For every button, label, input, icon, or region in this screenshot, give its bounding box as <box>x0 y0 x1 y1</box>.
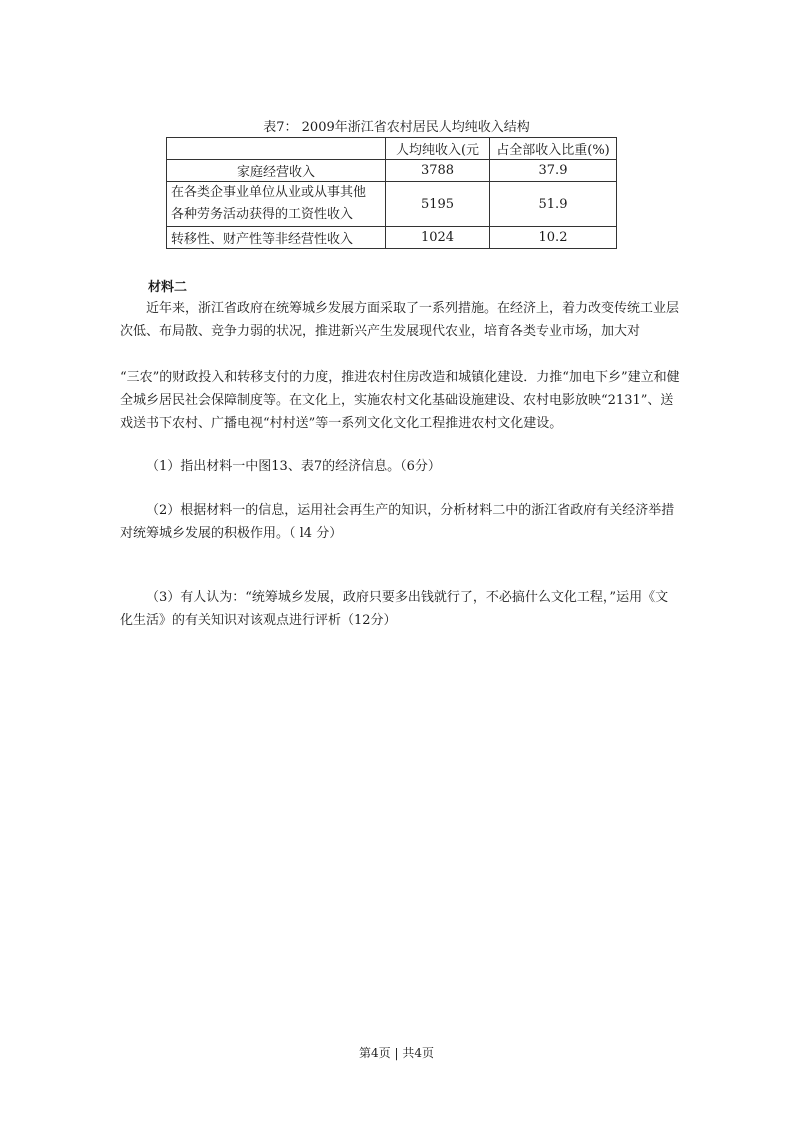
row-item: 转移性、财产性等非经营性收入 <box>167 227 386 249</box>
question-1: （1）指出材料一中图13、表7的经济信息。（6分） <box>146 459 441 474</box>
table-header-item <box>167 138 386 160</box>
question-2: （2）根据材料一的信息，运用社会再生产的知识，分析材料二中的浙江省政府有关经济举措对统筹城乡发展的积极作用。（ l4 分） <box>120 503 675 541</box>
table-row <box>167 160 617 182</box>
row-share: 51.9 <box>490 182 617 227</box>
table-row <box>167 182 617 227</box>
row-income: 1024 <box>386 227 490 249</box>
table-header-row <box>167 138 617 160</box>
income-structure-table <box>166 137 617 249</box>
table-header-share: 占全部收入比重(%) <box>490 138 617 160</box>
row-share: 10.2 <box>490 227 617 249</box>
page-footer: 第4页 | 共4页 <box>359 1046 434 1060</box>
table-row <box>167 227 617 249</box>
table-caption: 表7： 2009年浙江省农村居民人均纯收入结构 <box>263 120 530 135</box>
question-3: （3）有人认为：“统筹城乡发展，政府只要多出钱就行了，不必搞什么文化工程，”运用《文化生活》的有关知识对该观点进行评析（12分） <box>120 590 669 628</box>
row-item: 家庭经营收入 <box>167 160 386 182</box>
row-item <box>167 182 386 227</box>
table-header-income: 人均纯收入(元 <box>386 138 490 160</box>
row-item-line1: 在各类企事业单位从业或从事其他 <box>171 185 367 200</box>
row-income: 5195 <box>386 182 490 227</box>
material-two-body-part2: “三农”的财政投入和转移支付的力度，推进农村住房改造和城镇化建设．力推“加电下乡”建立和健全城乡居民社会保障制度等。在文化上，实施农村文化基础设施建设、农村电影放映“2131”、送戏送书下农村、广播电视“村村送”等一系列文化文化工程推进农村文化建设。 <box>120 370 680 431</box>
row-income: 3788 <box>386 160 490 182</box>
material-two-title: 材料二 <box>148 280 188 295</box>
material-two-body-part1: 近年来，浙江省政府在统筹城乡发展方面采取了一系列措施。在经济上，着力改变传统工业层次低、布局散、竞争力弱的状况，推进新兴产生发展现代农业，培育各类专业市场，加大对 <box>120 301 680 339</box>
row-item-line2: 各种劳务活动获得的工资性收入 <box>171 207 354 222</box>
row-share: 37.9 <box>490 160 617 182</box>
